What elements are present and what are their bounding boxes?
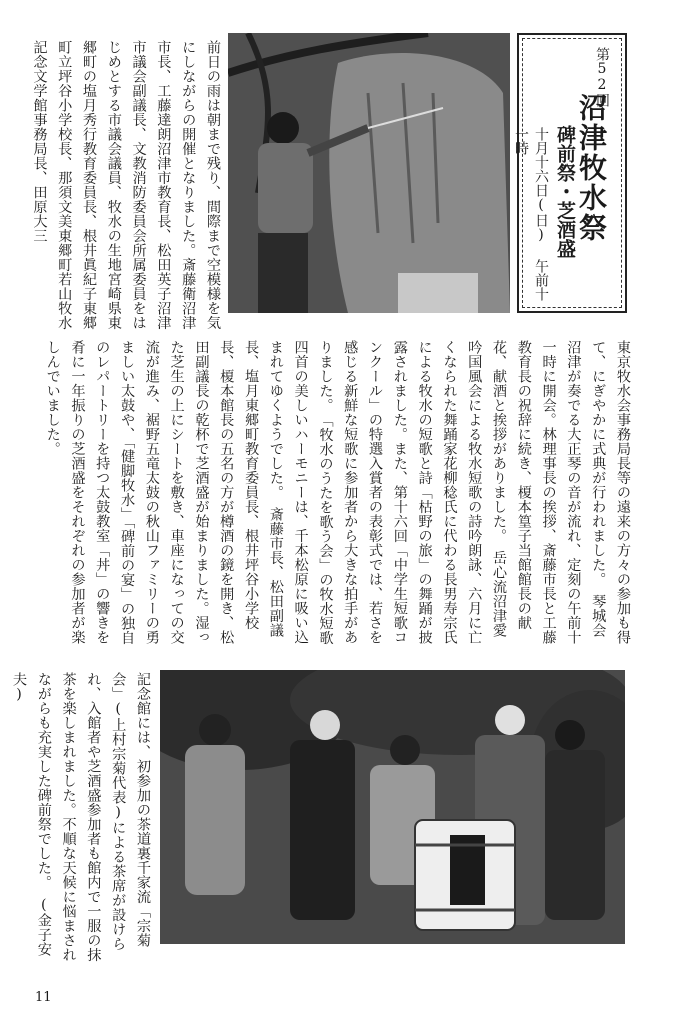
ceremony-photo-illustration	[160, 670, 625, 944]
monument-photo-illustration	[228, 33, 510, 313]
article-text-bottom-left: 記念館には、初参加の茶道裏千家流「宗菊会」(上村宗菊代表)による茶席が設けられ、入館者や芝酒盛参加者も館内で一服の抹茶を楽しまれました。不順な天候に悩まされながらも充実した碑前祭でした。 (金子安夫)	[11, 672, 151, 962]
edition-label: 第52回	[594, 47, 610, 107]
main-title: 沼津牧水祭	[575, 93, 608, 243]
title-box	[513, 33, 627, 313]
subtitle: 碑前祭・芝酒盛	[554, 125, 576, 258]
ceremony-photo	[160, 670, 625, 944]
article-text-middle: 東京牧水会事務局長等の遠来の方々の参加も得て、にぎやかに式典が行われました。 琴城会沼津が奏でる大正琴の音が流れ、定刻の午前十一時に開会。林理事長の挨拶、斎藤市長と工藤教育長の祝辞に続き、榎本篁子当館館長の献花、献酒と挨拶がありました。 岳心流沼津愛吟国風会による牧水短歌の詩吟朗詠、六月に亡くなられた舞踊家花柳稔氏に代わる長男寿宗氏による牧水の短歌と詩「枯野の旅」の舞踊が披露されました。また、第十六回「中学生短歌コンクール」の特選入賞者の表彰式では、若さを感じる新鮮な短歌に参加者から大きな拍手がありました。 「牧水のうたを歌う会」の牧水短歌四首の美しいハーモニーは、千本松原に吸い込まれてゆくようでした。 斎藤市長、松田副議長、塩月東郷町教育委員長、根井坪谷小学校長、榎本館長の五名の方が樽酒の鏡を開き、松田副議長の乾杯で芝酒盛が始まりました。湿った芝生の上にシートを敷き、車座になっての交流が進み、裾野五竜太鼓の秋山ファミリーの勇ましい太鼓や、「健脚牧水」「碑前の宴」の独自のレパートリーを持つ太鼓教室「丼」の響きを肴に一年振りの芝酒盛をそれぞれの参加者が楽しんでいました。	[44, 340, 631, 645]
event-date: 十月十六日(日) 午前十一時	[513, 127, 549, 301]
page-number: 11	[35, 990, 52, 1005]
article-text-top-left: 前日の雨は朝まで残り、間際まで空模様を気にしながらの開催となりました。斎藤衛沼津市長、工藤達朗沼津市教育長、松田英子沼津市議会副議長、文教消防委員会所属委員をはじめとする市議会議員、牧水の生地宮崎県東郷町の塩月秀行教育委員長、根井眞紀子東郷町立坪谷小学校長、那須文美東郷町若山牧水記念文学館事務局長、田原大三	[31, 40, 221, 330]
monument-photo	[228, 33, 510, 313]
